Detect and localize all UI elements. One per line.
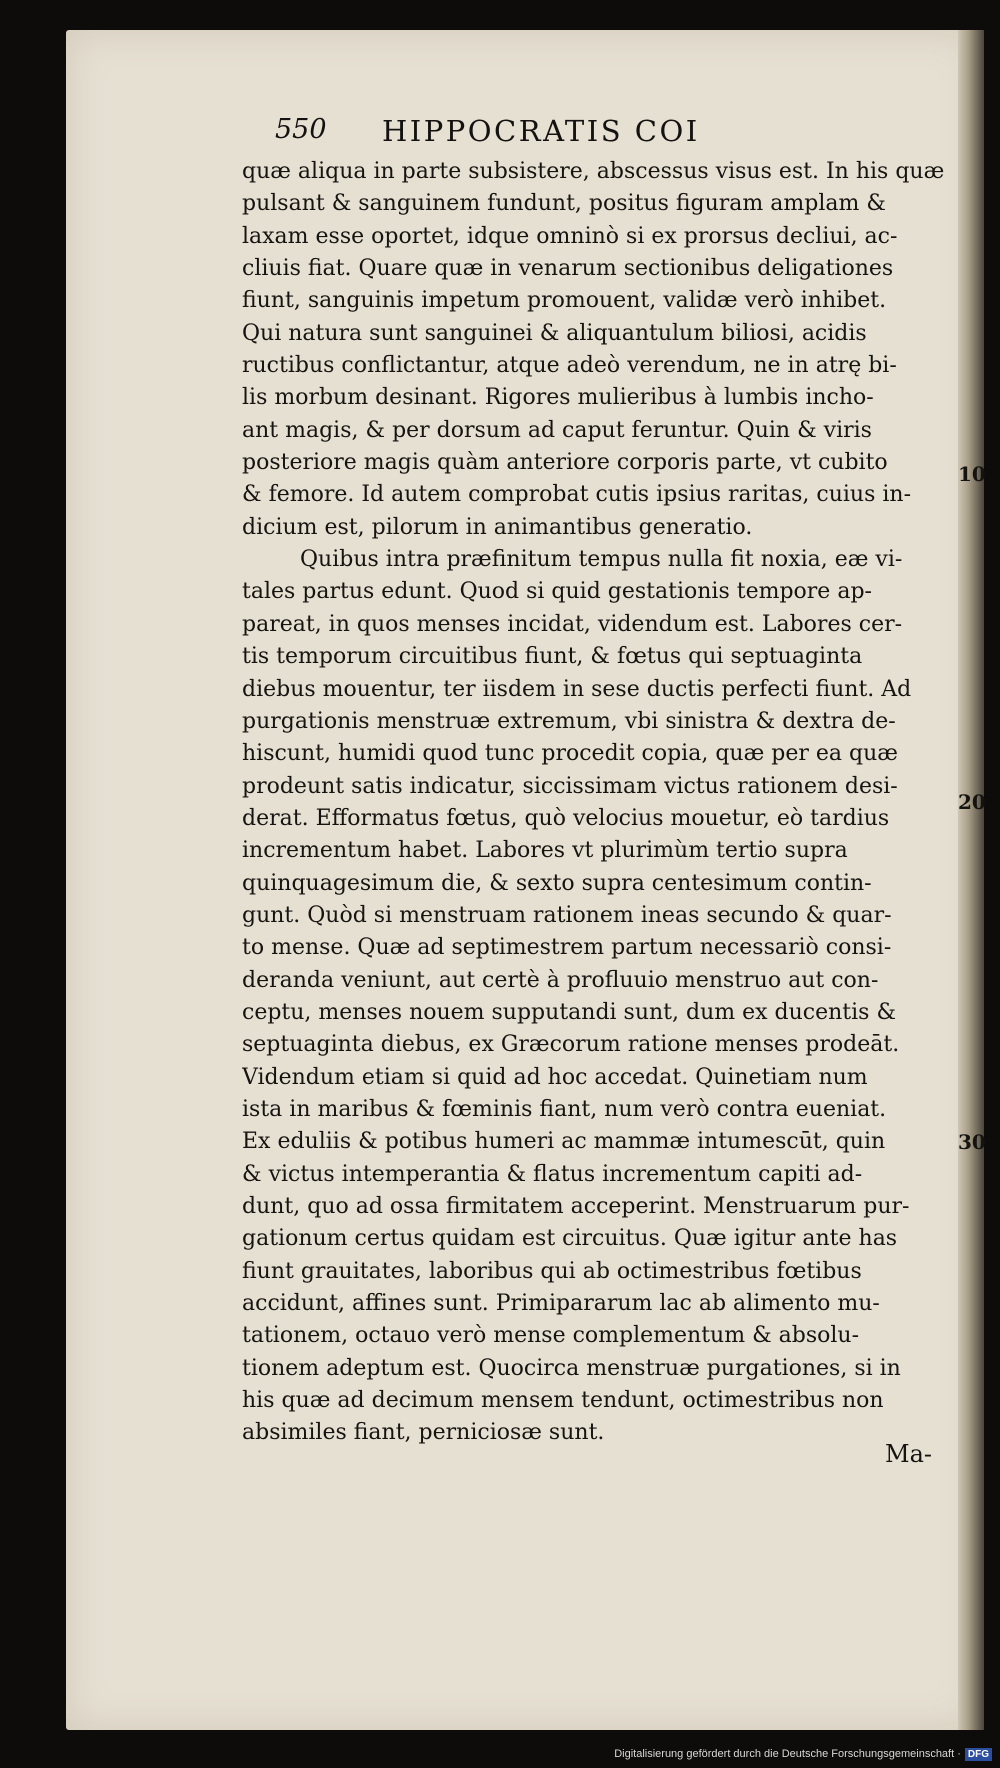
- text-line: & victus intemperantia & flatus incrementum capiti ad-: [242, 1161, 863, 1187]
- text-line: quæ aliqua in parte subsistere, abscessus visus est. In his quæ: [242, 159, 945, 184]
- text-line: Ex eduliis & potibus humeri ac mammæ intumescūt, quin: [242, 1129, 886, 1155]
- page-header: [275, 114, 835, 154]
- text-line: ista in maribus & fœminis fiant, num verò contra eueniat.: [242, 1096, 887, 1122]
- text-line: ceptu, menses nouem supputandi sunt, dum ex ducentis &: [242, 999, 897, 1025]
- margin-line-number: 10: [958, 462, 986, 486]
- text-line: gunt. Quòd si menstruam rationem ineas secundo & quar-: [242, 902, 892, 928]
- text-line: Quibus intra præfinitum tempus nulla fit noxia, eæ vi-: [300, 547, 903, 573]
- text-line: tationem, octauo verò mense complementum & absolu-: [242, 1323, 860, 1349]
- text-line: lis morbum desinant. Rigores mulieribus à lumbis incho-: [242, 385, 874, 411]
- text-line: to mense. Quæ ad septimestrem partum necessariò consi-: [242, 935, 892, 961]
- text-line: tionem adeptum est. Quocirca menstruæ purgationes, si in: [242, 1355, 901, 1381]
- text-line: Qui natura sunt sanguinei & aliquantulum biliosi, acidis: [242, 320, 867, 346]
- text-line: deranda veniunt, aut certè à profluuio menstruo aut con-: [242, 967, 879, 993]
- text-line: tis temporum circuitibus fiunt, & fœtus qui septuaginta: [242, 644, 863, 670]
- text-line: incrementum habet. Labores vt plurimùm tertio supra: [242, 838, 848, 864]
- text-line: cliuis fiat. Quare quæ in venarum sectionibus deligationes: [242, 256, 894, 282]
- text-line: hiscunt, humidi quod tunc procedit copia, quæ per ea quæ: [242, 741, 898, 767]
- text-line: quinquagesimum die, & sexto supra centesimum contin-: [242, 870, 872, 896]
- text-line: septuaginta diebus, ex Græcorum ratione menses prodeāt.: [242, 1032, 900, 1058]
- text-line: laxam esse oportet, idque omninò si ex prorsus decliui, ac-: [242, 223, 898, 249]
- text-line: purgationis menstruæ extremum, vbi sinistra & dextra de-: [242, 708, 896, 734]
- margin-line-number: 30: [958, 1130, 986, 1154]
- body-text: [242, 156, 952, 1450]
- text-line: accidunt, affines sunt. Primipararum lac ab alimento mu-: [242, 1291, 880, 1317]
- text-line: posteriore magis quàm anteriore corporis parte, vt cubito: [242, 450, 888, 476]
- text-line: ant magis, & per dorsum ad caput feruntur. Quin & viris: [242, 417, 872, 443]
- text-line: absimiles fiant, perniciosæ sunt.: [242, 1420, 605, 1446]
- running-title: HIPPOCRATIS COI: [382, 114, 700, 148]
- text-line: dunt, quo ad ossa firmitatem acceperint. Menstruarum pur-: [242, 1194, 910, 1219]
- dfg-logo: DFG: [965, 1748, 992, 1761]
- text-line: Videndum etiam si quid ad hoc accedat. Quinetiam num: [242, 1064, 868, 1090]
- text-line: tales partus edunt. Quod si quid gestationis tempore ap-: [242, 579, 872, 605]
- text-line: derat. Efformatus fœtus, quò velocius mouetur, eò tardius: [242, 805, 890, 831]
- page-number: 550: [275, 114, 327, 145]
- text-line: fiunt, sanguinis impetum promouent, validæ verò inhibet.: [242, 288, 887, 314]
- text-line: fiunt grauitates, laboribus qui ab octimestribus fœtibus: [242, 1258, 862, 1284]
- text-line: pulsant & sanguinem fundunt, positus figuram amplam &: [242, 191, 886, 217]
- text-line: & femore. Id autem comprobat cutis ipsius raritas, cuius in-: [242, 482, 912, 508]
- margin-line-number: 20: [958, 790, 986, 814]
- text-line: dicium est, pilorum in animantibus generatio.: [242, 514, 753, 540]
- text-line: his quæ ad decimum mensem tendunt, octimestribus non: [242, 1388, 884, 1414]
- text-line: pareat, in quos menses incidat, videndum est. Labores cer-: [242, 611, 903, 637]
- credit-text: Digitalisierung gefördert durch die Deutsche Forschungsgemeinschaft ·: [614, 1748, 961, 1760]
- text-line: prodeunt satis indicatur, siccissimam victus rationem desi-: [242, 773, 898, 799]
- text-line: ructibus conflictantur, atque adeò verendum, ne in atrę bi-: [242, 353, 897, 379]
- catchword: Ma-: [885, 1440, 932, 1468]
- digitization-credit: [614, 1748, 992, 1761]
- page-gutter: [958, 30, 984, 1730]
- text-line: gationum certus quidam est circuitus. Quæ igitur ante has: [242, 1226, 898, 1252]
- text-line: diebus mouentur, ter iisdem in sese ductis perfecti fiunt. Ad: [242, 676, 912, 702]
